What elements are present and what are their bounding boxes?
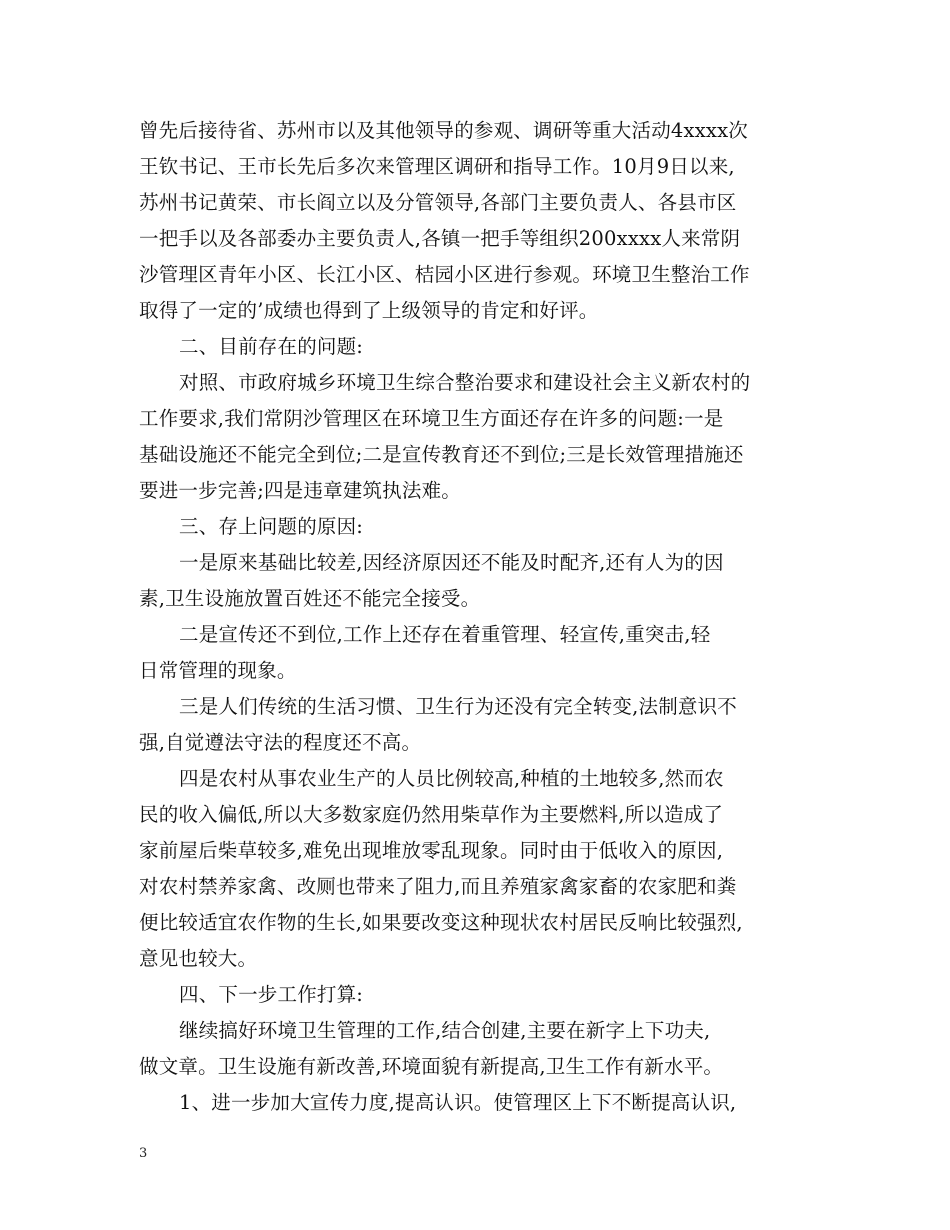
text-line: 一把手以及各部委办主要负责人,各镇一把手等组织200xxxx人来常阴	[139, 227, 741, 250]
text-line: 沙管理区青年小区、长江小区、桔园小区进行参观。环境卫生整治工作	[139, 263, 750, 286]
text-line: 强,自觉遵法守法的程度还不高。	[139, 731, 422, 754]
text-line: 对农村禁养家禽、改厕也带来了阻力,而且养殖家禽家畜的农家肥和粪	[139, 875, 737, 898]
text-line: 素,卫生设施放置百姓还不能完全接受。	[139, 587, 481, 610]
page-number: 3	[139, 1146, 148, 1161]
text-line: 苏州书记黄荣、市长阎立以及分管领导,各部门主要负责人、各县市区	[139, 191, 737, 214]
text-line: 便比较适宜农作物的生长,如果要改变这种现状农村居民反响比较强烈,	[139, 911, 743, 934]
text-line: 取得了一定的’成绩也得到了上级领导的肯定和好评。	[139, 299, 599, 322]
text-line: 四是农村从事农业生产的人员比例较高,种植的土地较多,然而农	[179, 767, 724, 790]
text-line: 要进一步完善;四是违章建筑执法难。	[139, 479, 461, 502]
text-line: 一是原来基础比较差,因经济原因还不能及时配齐,还有人为的因	[179, 551, 724, 574]
text-line: 继续搞好环境卫生管理的工作,结合创建,主要在新字上下功夫,	[179, 1019, 711, 1042]
text-line: 基础设施还不能完全到位;二是宣传教育还不到位;三是长效管理措施还	[139, 443, 744, 466]
text-line: 家前屋后柴草较多,难免出现堆放零乱现象。同时由于低收入的原因,	[139, 839, 724, 862]
text-line: 民的收入偏低,所以大多数家庭仍然用柴草作为主要燃料,所以造成了	[139, 803, 724, 826]
text-line: 日常管理的现象。	[139, 659, 297, 682]
text-line: 曾先后接待省、苏州市以及其他领导的参观、调研等重大活动4xxxx次	[139, 119, 748, 142]
text-line: 工作要求,我们常阴沙管理区在环境卫生方面还存在许多的问题:一是	[139, 407, 724, 430]
text-line: 二是宣传还不到位,工作上还存在着重管理、轻宣传,重突击,轻	[179, 623, 711, 646]
text-line: 1、进一步加大宣传力度,提高认识。使管理区上下不断提高认识,	[179, 1091, 737, 1114]
section-heading-next-steps: 四、下一步工作打算:	[179, 983, 364, 1006]
section-heading-causes: 三、存上问题的原因:	[179, 515, 364, 538]
document-body	[139, 113, 829, 1121]
text-line: 对照、市政府城乡环境卫生综合整治要求和建设社会主义新农村的	[179, 371, 751, 394]
text-line: 三是人们传统的生活习惯、卫生行为还没有完全转变,法制意识不	[179, 695, 737, 718]
text-line: 做文章。卫生设施有新改善,环境面貌有新提高,卫生工作有新水平。	[139, 1055, 724, 1078]
text-line: 意见也较大。	[139, 947, 258, 970]
text-line: 王钦书记、王市长先后多次来管理区调研和指导工作。10月9日以来,	[139, 155, 735, 178]
section-heading-problems: 二、目前存在的问题:	[179, 335, 364, 358]
